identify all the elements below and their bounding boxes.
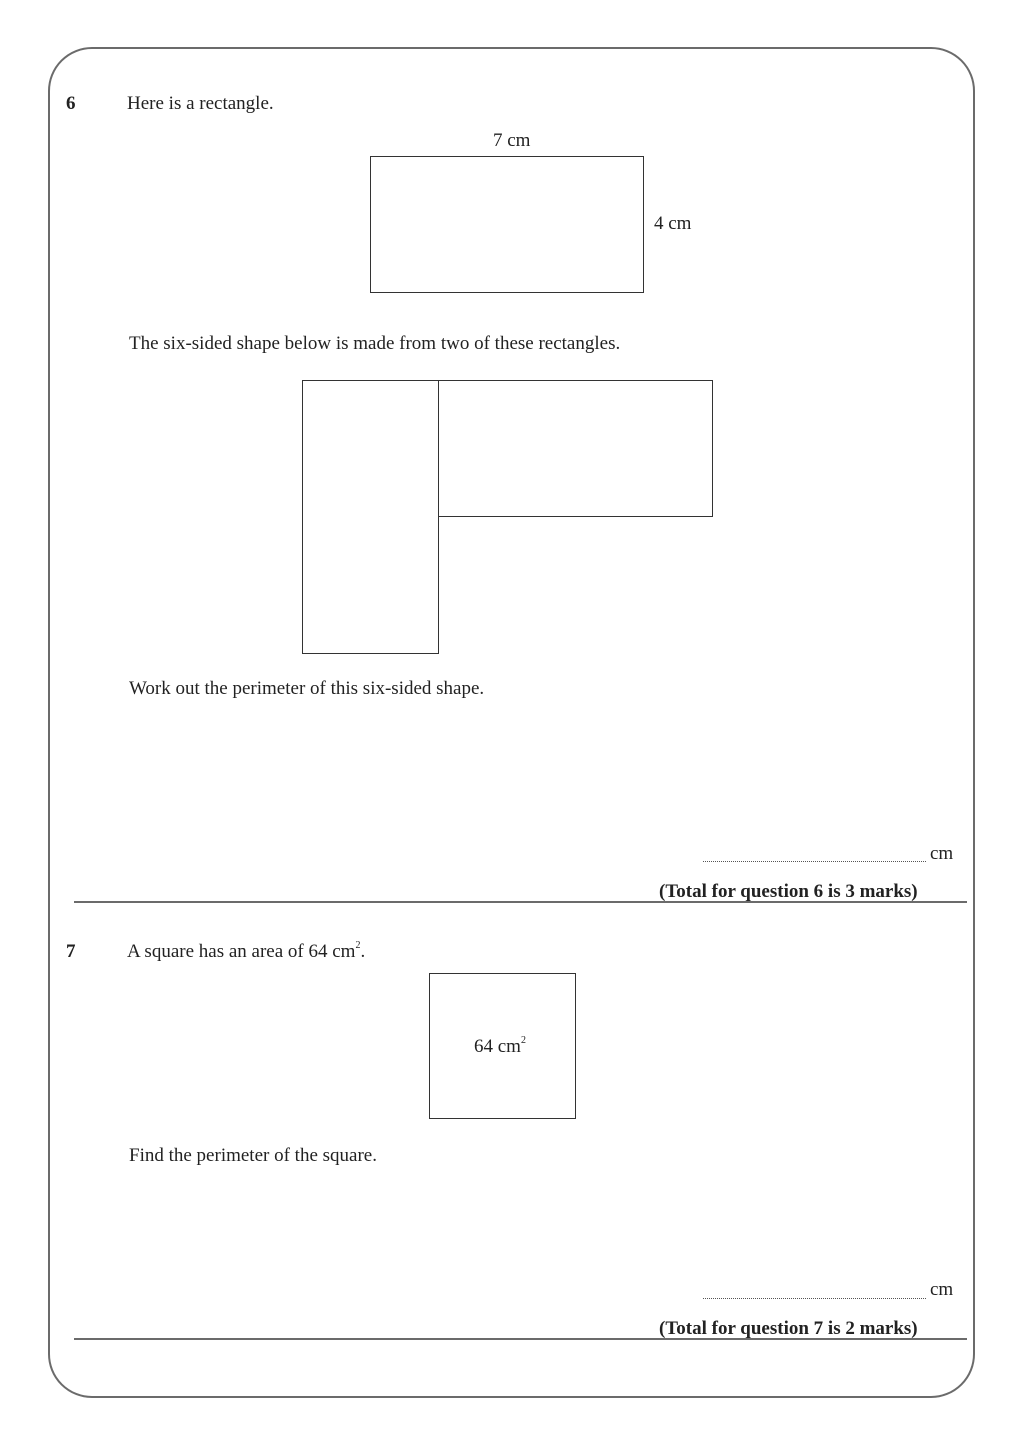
rectangle-height-label: 4 cm [654, 213, 692, 234]
question-6-answer-line[interactable] [703, 861, 926, 862]
rectangle-diagram [370, 156, 644, 293]
question-7-total: (Total for question 7 is 2 marks) [659, 1318, 918, 1339]
question-6-number: 6 [66, 93, 76, 114]
question-7-intro-exponent: 2 [355, 940, 361, 951]
square-area-label-text: 64 cm [474, 1036, 521, 1057]
question-7-intro [127, 941, 365, 963]
square-area-label [474, 1036, 526, 1058]
question-7-answer-unit: cm [930, 1279, 954, 1300]
question-7-intro-period: . [360, 941, 366, 962]
question-7-number: 7 [66, 941, 76, 962]
question-7-intro-text: A square has an area of 64 cm [127, 941, 356, 962]
question-6-intro: Here is a rectangle. [127, 93, 274, 114]
question-6-answer-unit: cm [930, 843, 954, 864]
question-6-total: (Total for question 6 is 3 marks) [659, 881, 918, 902]
six-sided-shape-horizontal-rectangle [438, 380, 713, 517]
question-7-instruction: Find the perimeter of the square. [129, 1145, 377, 1166]
rectangle-width-label: 7 cm [493, 130, 531, 151]
question-7-divider [74, 1338, 967, 1340]
question-6-instruction: Work out the perimeter of this six-sided shape. [129, 678, 485, 699]
question-7-answer-line[interactable] [703, 1298, 926, 1299]
question-6-divider [74, 901, 967, 903]
square-area-label-exponent: 2 [520, 1035, 526, 1046]
six-sided-shape-vertical-rectangle [302, 380, 439, 654]
six-sided-shape-text: The six-sided shape below is made from two of these rectangles. [129, 333, 621, 354]
